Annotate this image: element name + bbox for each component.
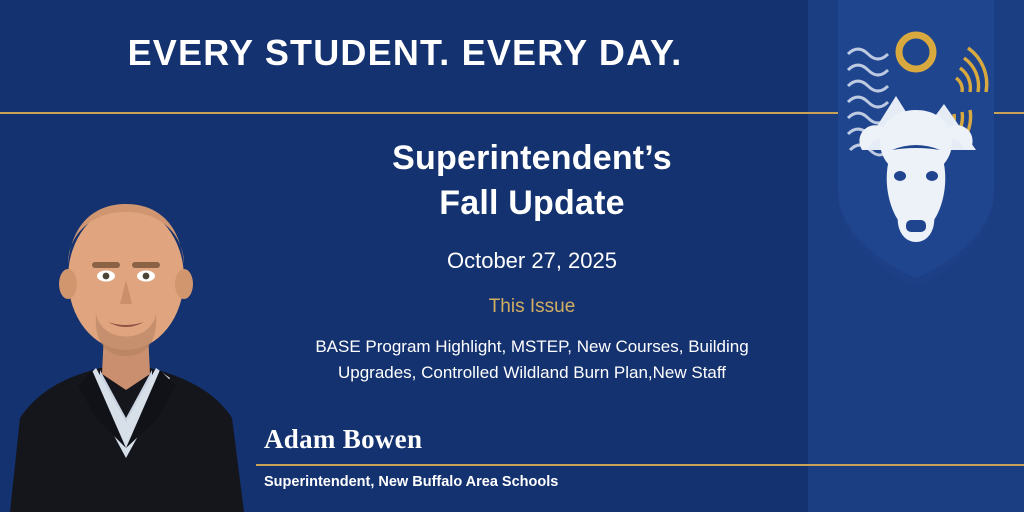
title-line-1: Superintendent’s: [392, 139, 672, 177]
title-line-2: Fall Update: [439, 183, 625, 222]
superintendent-portrait: [0, 118, 256, 512]
issue-date: October 27, 2025: [446, 247, 617, 273]
bison-shield-crest-icon: [818, 0, 1014, 300]
content-column: [256, 120, 808, 386]
newsletter-title: [256, 136, 808, 226]
this-issue-label: This Issue: [488, 295, 576, 317]
this-issue-contents: BASE Program Highlight, MSTEP, New Courses, Building Upgrades, Controlled Wildland Burn Plan,New Staff: [315, 336, 749, 383]
person-role: Superintendent, New Buffalo Area Schools: [264, 474, 559, 490]
person-name: Adam Bowen: [264, 424, 423, 454]
headline-text: EVERY STUDENT. EVERY DAY.: [127, 32, 683, 73]
